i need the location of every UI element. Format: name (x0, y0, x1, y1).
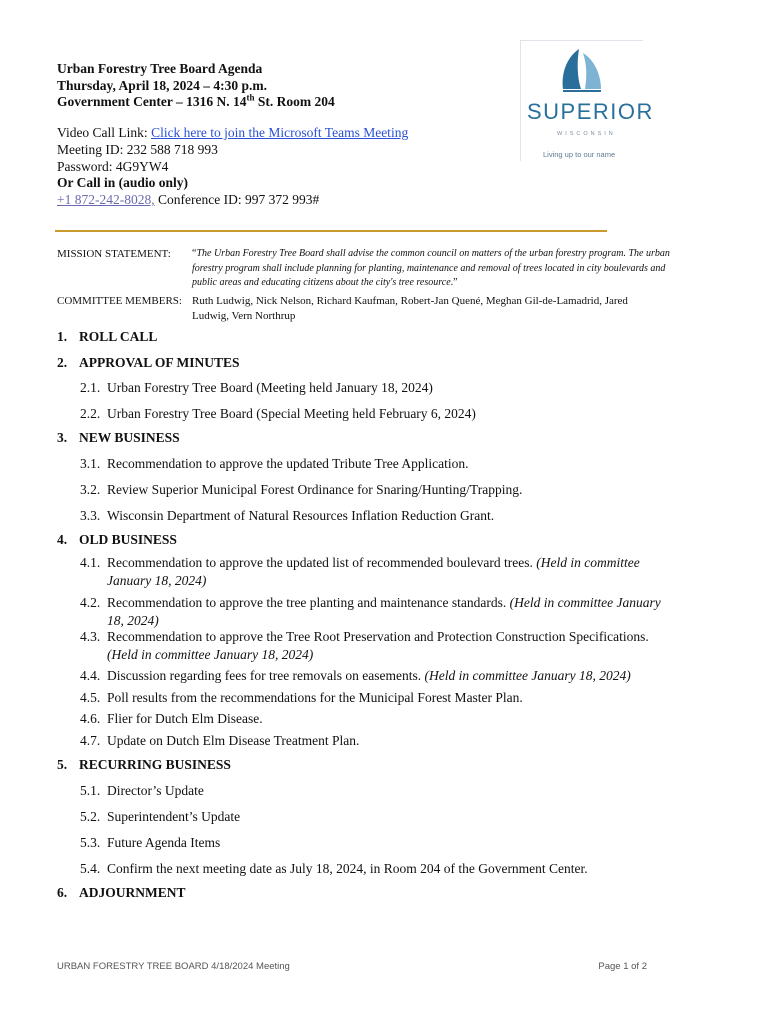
footer-title: URBAN FORESTRY TREE BOARD 4/18/2024 Meeting (57, 961, 290, 972)
conference-id: Conference ID: 997 372 993# (154, 192, 320, 208)
agenda-item: 4.3. Recommendation to approve the Tree Root Preservation and Protection Construction Specifications. (Held in committee January 18, 2024) (80, 629, 649, 662)
section-old-business: 4. OLD BUSINESS (57, 532, 177, 547)
agenda-item: 5.2. Superintendent’s Update (80, 809, 241, 824)
mission-label: MISSION STATEMENT: (57, 248, 171, 260)
teams-meeting-link[interactable]: Click here to join the Microsoft Teams Meeting (151, 125, 409, 140)
agenda-item: 5.3. Future Agenda Items (80, 835, 221, 850)
agenda-item: 4.5. Poll results from the recommendations for the Municipal Forest Master Plan. (80, 690, 523, 705)
agenda-title: Urban Forestry Tree Board Agenda (57, 61, 263, 76)
agenda-item: 2.2. Urban Forestry Tree Board (Special Meeting held February 6, 2024) (80, 406, 476, 421)
audio-label: Or Call in (audio only) (57, 175, 189, 191)
members-list: Ruth Ludwig, Nick Nelson, Richard Kaufman, Robert-Jan Quené, Meghan Gil-de-Lamadrid, Jared Ludwig, Vern Northrup (192, 295, 628, 322)
logo-wordmark: SUPERIOR (527, 99, 654, 124)
video-call-line: Video Call Link: Click here to join the Microsoft Teams Meeting (57, 125, 409, 140)
agenda-item: 3.1. Recommendation to approve the updated Tribute Tree Application. (80, 456, 469, 471)
meeting-id: Meeting ID: 232 588 718 993 (57, 141, 218, 157)
agenda-item: 4.1. Recommendation to approve the updated list of recommended boulevard trees. (Held in committee January 18, 2024) (80, 555, 640, 588)
page-footer (57, 961, 647, 972)
section-adjournment: 6. ADJOURNMENT (57, 885, 186, 900)
section-recurring-business: 5. RECURRING BUSINESS (57, 757, 231, 772)
superior-logo (520, 40, 654, 161)
logo-state: WISCONSIN (557, 131, 616, 137)
agenda-item: 5.4. Confirm the next meeting date as July 18, 2024, in Room 204 of the Government Center. (80, 861, 588, 876)
agenda-item: 3.3. Wisconsin Department of Natural Resources Inflation Reduction Grant. (80, 508, 495, 523)
divider-rule (55, 230, 607, 232)
logo-tagline: Living up to our name (543, 150, 616, 159)
sail-logo-icon (557, 47, 607, 95)
agenda-item: 5.1. Director’s Update (80, 783, 204, 798)
meeting-datetime: Thursday, April 18, 2024 – 4:30 p.m. (57, 77, 268, 93)
agenda-item: 2.1. Urban Forestry Tree Board (Meeting held January 18, 2024) (80, 380, 433, 395)
agenda-header (57, 61, 335, 111)
phone-line (57, 192, 408, 209)
agenda-item: 4.2. Recommendation to approve the tree planting and maintenance standards. (Held in committee January 18, 2024) (80, 595, 661, 628)
agenda-item: 4.7. Update on Dutch Elm Disease Treatment Plan. (80, 733, 360, 748)
agenda-item: 3.2. Review Superior Municipal Forest Ordinance for Snaring/Hunting/Trapping. (80, 482, 523, 497)
section-roll-call: 1. ROLL CALL (57, 329, 158, 344)
agenda-item: 4.6. Flier for Dutch Elm Disease. (80, 711, 263, 726)
call-info (57, 125, 408, 209)
section-new-business: 3. NEW BUSINESS (57, 430, 180, 445)
page-number: Page 1 of 2 (598, 961, 647, 972)
meeting-location: Government Center – 1316 N. 14th St. Room 204 (57, 92, 335, 109)
members-label: COMMITTEE MEMBERS: (57, 295, 182, 307)
section-approval-of-minutes: 2. APPROVAL OF MINUTES (57, 355, 240, 370)
phone-link[interactable]: +1 872-242-8028, (57, 192, 155, 208)
mission-text: “The Urban Forestry Tree Board shall advise the common council on matters of the urban forestry program. The urban forestry program shall include planning for planting, maintenance and removal of trees located in city boulevards and public areas and educating citizens about the city's tree resource.” (192, 248, 670, 288)
meeting-password: Password: 4G9YW4 (57, 158, 169, 174)
agenda-item: 4.4. Discussion regarding fees for tree removals on easements. (Held in committee January 18, 2024) (80, 668, 631, 683)
